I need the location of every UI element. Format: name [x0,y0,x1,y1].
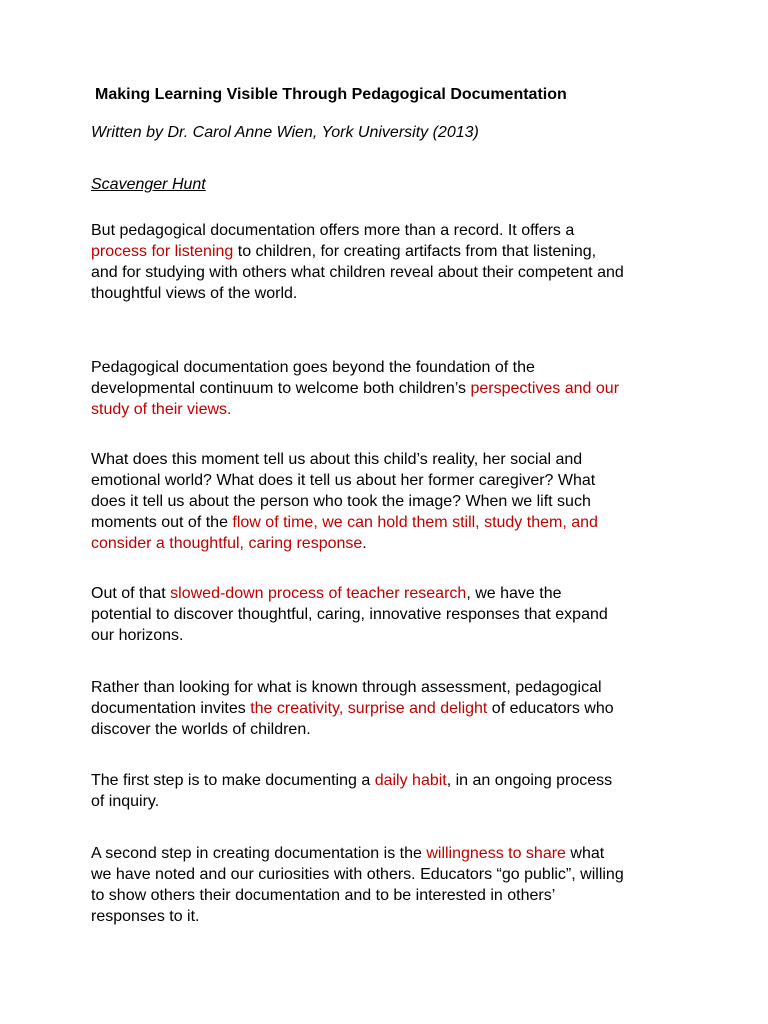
text-line [91,357,691,378]
text-segment: does it tell us about the person who took the image? When we lift such [91,493,591,510]
text-line [91,241,691,262]
text-line [91,864,691,885]
text-segment: of educators who [487,700,614,717]
text-segment: of inquiry. [91,793,160,810]
text-segment: , in an ongoing process [446,772,613,789]
text-segment: discover the worlds of children. [91,721,311,738]
text-line [91,583,691,604]
text-line [91,677,691,698]
paragraph [91,583,691,646]
text-line [91,262,691,283]
paragraph [91,357,691,420]
text-segment: to children, for creating artifacts from that listening, [233,243,597,260]
text-line [91,378,691,399]
text-line [91,470,691,491]
text-segment: , we have the [466,585,562,602]
text-segment: The first step is to make documenting a [91,772,375,789]
text-segment: moments out of the [91,514,233,531]
text-segment: documentation invites [91,700,251,717]
highlighted-phrase: process for listening [91,243,234,260]
text-line [91,719,691,740]
text-line [91,399,691,420]
text-line [91,491,691,512]
document-title: Making Learning Visible Through Pedagogical Documentation [95,86,567,103]
text-segment: potential to discover thoughtful, caring, innovative responses that expand [91,606,608,623]
text-segment: Pedagogical documentation goes beyond the foundation of the [91,359,535,376]
text-line [91,533,691,554]
paragraph [91,770,691,812]
text-segment: developmental continuum to welcome both children’s [91,380,471,397]
section-heading: Scavenger Hunt [91,176,206,193]
author-byline: Written by Dr. Carol Anne Wien, York University (2013) [91,124,479,141]
text-line [91,906,691,927]
text-segment: and for studying with others what children reveal about their competent and [91,264,624,281]
text-line [91,770,691,791]
text-line [91,220,691,241]
text-segment: . [362,535,367,552]
highlighted-phrase: consider a thoughtful, caring response [91,535,363,552]
text-segment: what [565,845,605,862]
paragraph [91,677,691,740]
highlighted-phrase: perspectives and our [470,380,620,397]
text-line [91,698,691,719]
highlighted-phrase: daily habit [374,772,447,789]
text-line [91,885,691,906]
text-segment: to show others their documentation and to be interested in others’ [91,887,556,904]
paragraph [91,843,691,927]
text-segment: A second step in creating documentation is the [91,845,427,862]
highlighted-phrase: slowed-down process of teacher research [170,585,467,602]
text-line [91,843,691,864]
text-line [91,625,691,646]
text-segment: But pedagogical documentation offers more than a record. It offers a [91,222,575,239]
text-segment: emotional world? What does it tell us about her former caregiver? What [91,472,596,489]
paragraph [91,449,691,554]
text-line [91,512,691,533]
highlighted-phrase: the creativity, surprise and delight [250,700,488,717]
text-line [91,449,691,470]
highlighted-phrase: flow of time, we can hold them still, study them, and [232,514,598,531]
text-segment: responses to it. [91,908,200,925]
highlighted-phrase: willingness to share [426,845,566,862]
text-segment: we have noted and our curiosities with others. Educators “go public”, willing [91,866,624,883]
text-segment: thoughtful views of the world. [91,285,298,302]
text-segment: Rather than looking for what is known through assessment, pedagogical [91,679,602,696]
text-segment: What does this moment tell us about this child’s reality, her social and [91,451,583,468]
highlighted-phrase: study of their views. [91,401,232,418]
text-segment: Out of that [91,585,171,602]
text-line [91,283,691,304]
text-line [91,604,691,625]
paragraph [91,220,691,304]
text-segment: our horizons. [91,627,184,644]
text-line [91,791,691,812]
